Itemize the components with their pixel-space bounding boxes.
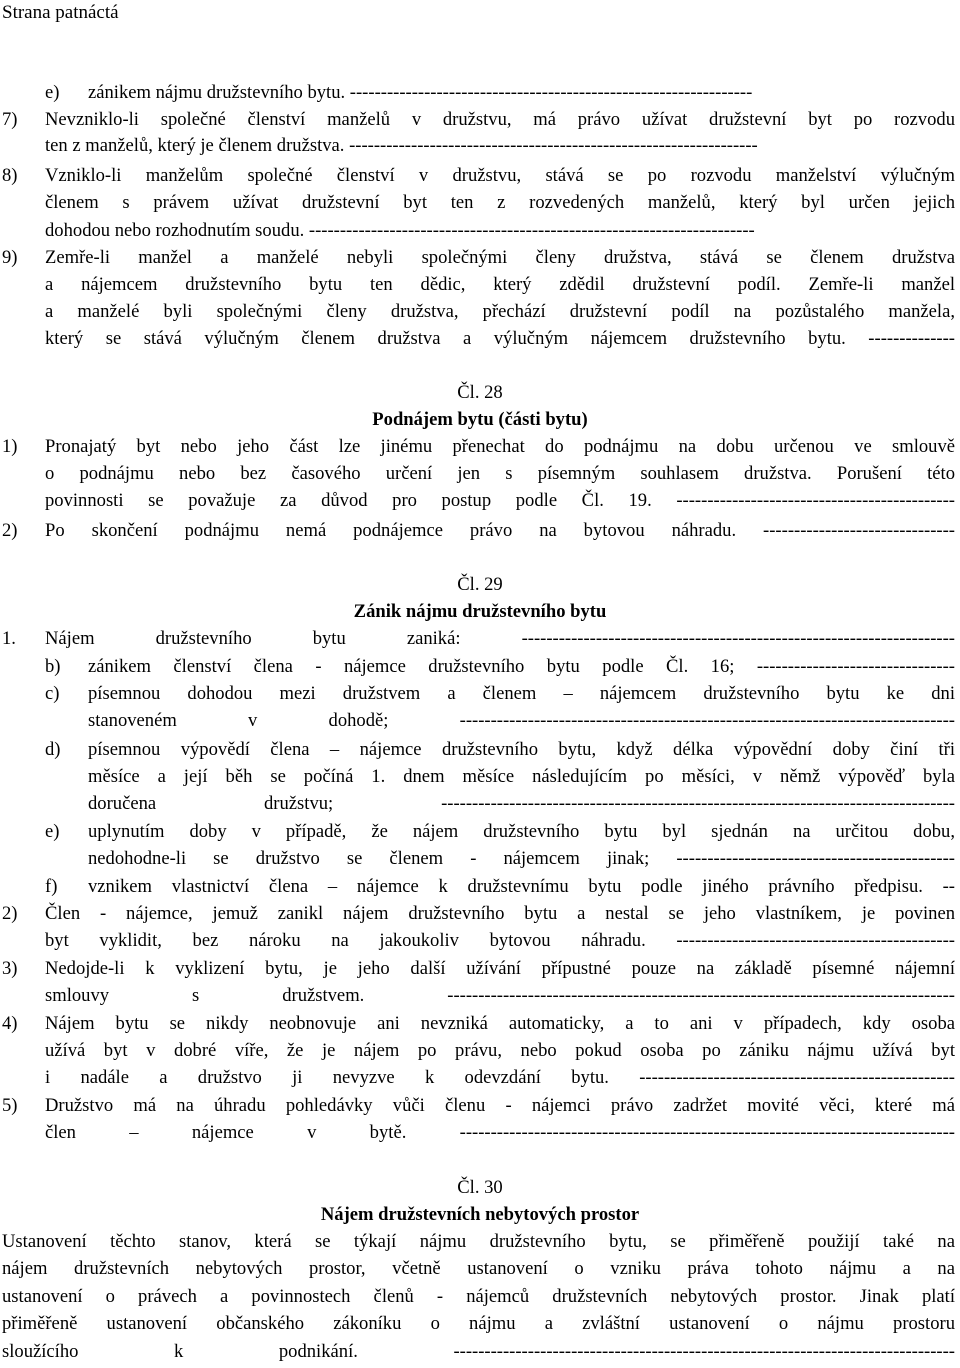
item-number: d) bbox=[45, 739, 61, 760]
line-text: Nájem družstevního bytu zaniká: ---------------------------------------------------------------------- bbox=[45, 628, 955, 649]
line-text: doručena družstvu; ----------------------------------------------------------------------------------- bbox=[88, 793, 955, 814]
line-text: zánikem nájmu družstevního bytu. ----------------------------------------------------------------- bbox=[88, 82, 753, 103]
line-text: Ustanovení těchto stanov, která se týkají nájmu družstevního bytu, se přiměřeně použijí také na bbox=[2, 1231, 955, 1252]
line-text: o podnájmu nebo bez časového určení jen s písemným souhlasem družstva. Porušení této bbox=[45, 463, 955, 484]
line-text: který se stává výlučným členem družstva a výlučným nájemcem družstevního bytu. -------------- bbox=[45, 328, 955, 349]
line-text: Člen - nájemce, jemuž zanikl nájem družstevního bytu a nestal se jeho vlastníkem, je povinen bbox=[45, 903, 955, 924]
item-number: 3) bbox=[2, 958, 18, 979]
line-text: členem s právem užívat družstevní byt ten z rozvedených manželů, který byl určen jejich bbox=[45, 192, 955, 213]
line-text: uplynutím doby v případě, že nájem družstevního bytu byl sjednán na určitou dobu, bbox=[88, 821, 955, 842]
section-title: Zánik nájmu družstevního bytu bbox=[353, 601, 607, 622]
item-number: 1. bbox=[2, 628, 16, 649]
line-text: Pronajatý byt nebo jeho část lze jinému přenechat do podnájmu na dobu určenou ve smlouvě bbox=[45, 436, 955, 457]
article-number: Čl. 30 bbox=[457, 1177, 503, 1198]
line-text: přiměřeně ustanovení občanského zákoníku o nájmu a zvláštní ustanovení o nájmu prostoru bbox=[2, 1313, 955, 1334]
item-number: 1) bbox=[2, 436, 18, 457]
line-text: písemnou dohodou mezi družstvem a členem – nájemcem družstevního bytu ke dni bbox=[88, 683, 955, 704]
line-text: sloužícího k podnikání. --------------------------------------------------------------------------------- bbox=[2, 1341, 955, 1362]
item-number: e) bbox=[45, 82, 60, 103]
line-text: Nájem bytu se nikdy neobnovuje ani nevzniká automaticky, a to ani v případech, kdy osoba bbox=[45, 1013, 955, 1034]
article-number: Čl. 28 bbox=[457, 382, 503, 403]
line-text: a nájemcem družstevního bytu ten dědic, který zdědil družstevní podíl. Zemře-li manžel bbox=[45, 274, 955, 295]
line-text: dohodou nebo rozhodnutím soudu. ------------------------------------------------------------------------ bbox=[45, 220, 755, 241]
line-text: nájem družstevních nebytových prostor, včetně ustanovení o vzniku práva tohoto nájmu a na bbox=[2, 1258, 955, 1279]
item-number: c) bbox=[45, 683, 60, 704]
item-number: b) bbox=[45, 656, 61, 677]
item-number: e) bbox=[45, 821, 60, 842]
line-text: Po skončení podnájmu nemá podnájemce právo na bytovou náhradu. ------------------------------- bbox=[45, 520, 955, 541]
line-text: ten z manželů, který je členem družstva. ------------------------------------------------------------------ bbox=[45, 135, 758, 156]
line-text: byt vyklidit, bez nároku na jakoukoliv bytovou náhradu. --------------------------------------------- bbox=[45, 930, 955, 951]
line-text: ustanovení o právech a povinnostech členů - nájemců družstevních nebytových prostor. Jinak platí bbox=[2, 1286, 955, 1307]
item-number: 2) bbox=[2, 903, 18, 924]
line-text: smlouvy s družstvem. ---------------------------------------------------------------------------------- bbox=[45, 985, 955, 1006]
item-number: 2) bbox=[2, 520, 18, 541]
line-text: Zemře-li manžel a manželé nebyli společnými členy družstva, stává se členem družstva bbox=[45, 247, 955, 268]
line-text: vznikem vlastnictví člena – nájemce k družstevnímu bytu podle jiného právního předpisu. -- bbox=[88, 876, 955, 897]
line-text: Nedojde-li k vyklizení bytu, je jeho další užívání přípustné pouze na základě písemné nájemní bbox=[45, 958, 955, 979]
item-number: 8) bbox=[2, 165, 18, 186]
line-text: Vzniklo-li manželům společné členství v družstvu, stává se po rozvodu manželství výlučným bbox=[45, 165, 955, 186]
article-number: Čl. 29 bbox=[457, 574, 503, 595]
item-number: f) bbox=[45, 876, 58, 897]
line-text: i nadále a družstvo ji nevyzve k odevzdání bytu. --------------------------------------------------- bbox=[45, 1067, 955, 1088]
line-text: a manželé byli společnými členy družstva, přechází družstevní podíl na pozůstalého manžela, bbox=[45, 301, 955, 322]
line-text: užívá byt v dobré víře, že je nájem po právu, nebo pokud osoba po zániku nájmu užívá byt bbox=[45, 1040, 955, 1061]
section-title: Nájem družstevních nebytových prostor bbox=[320, 1204, 640, 1225]
item-number: 9) bbox=[2, 247, 18, 268]
line-text: stanoveném v dohodě; -------------------------------------------------------------------------------- bbox=[88, 710, 955, 731]
line-text: zánikem členství člena - nájemce družstevního bytu podle Čl. 16; -------------------------------- bbox=[88, 656, 955, 677]
line-text: nedohodne-li se družstvo se členem - nájemcem jinak; --------------------------------------------- bbox=[88, 848, 955, 869]
line-text: Nevzniklo-li společné členství manželů v družstvu, má právo užívat družstevní byt po rozvodu bbox=[45, 109, 955, 130]
section-title: Podnájem bytu (části bytu) bbox=[372, 409, 588, 430]
line-text: měsíce a její běh se počíná 1. dnem měsíce následujícím po měsíci, v němž výpověď byla bbox=[88, 766, 955, 787]
page-header: Strana patnáctá bbox=[2, 2, 119, 23]
line-text: člen – nájemce v bytě. -------------------------------------------------------------------------------- bbox=[45, 1122, 955, 1143]
item-number: 7) bbox=[2, 109, 18, 130]
line-text: Družstvo má na úhradu pohledávky vůči členu - nájemci právo zadržet movité věci, které má bbox=[45, 1095, 955, 1116]
item-number: 5) bbox=[2, 1095, 18, 1116]
item-number: 4) bbox=[2, 1013, 18, 1034]
line-text: povinnosti se považuje za důvod pro postup podle Čl. 19. --------------------------------------------- bbox=[45, 490, 955, 511]
line-text: písemnou výpovědí člena – nájemce družstevního bytu, když délka výpovědní doby činí tři bbox=[88, 739, 955, 760]
